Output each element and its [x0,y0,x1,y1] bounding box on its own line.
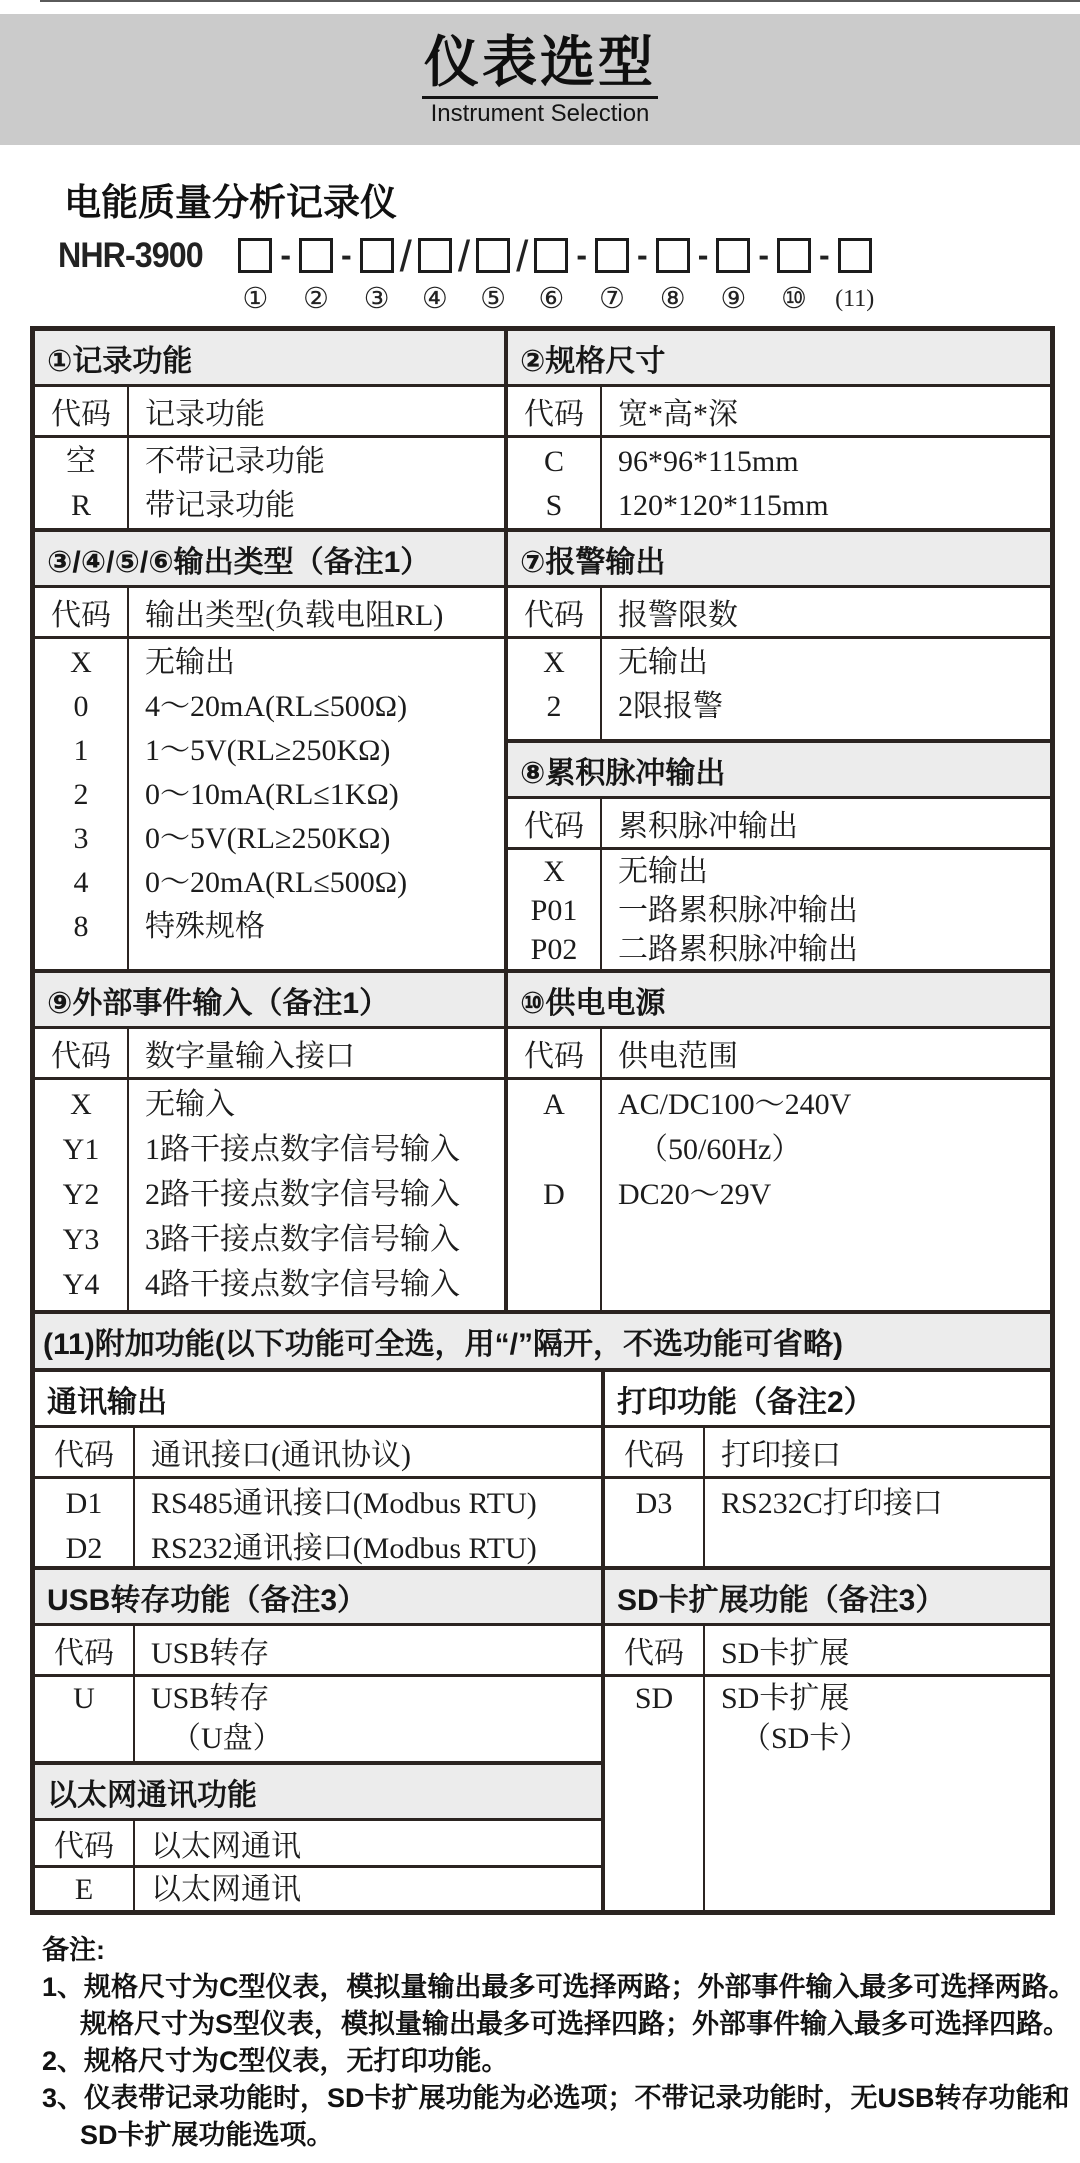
model-box [360,238,394,273]
col-header-desc: 以太网通讯 [151,1830,301,1863]
desc-cell: 4～20mA(RL≤500Ω) [145,690,408,723]
column-headers [35,1821,601,1868]
code-cell: X [543,855,565,888]
section-title: 以太网通讯功能 [35,1765,601,1821]
code-cell: Y1 [62,1133,100,1166]
rows [508,438,1050,528]
desc-cell: RS232通讯接口(Modbus RTU) [151,1532,537,1565]
note-1: 1、规格尺寸为C型仪表，模拟量输出最多可选择两路；外部事件输入最多可选择两路。 [42,1972,1076,2002]
section-record-function [35,331,508,528]
desc-cell: 无输出 [145,646,235,679]
code-cell: X [543,646,565,679]
column-headers [508,588,1050,639]
column-headers [508,799,1050,850]
section-title: 打印功能（备注2） [605,1372,1050,1428]
descs-column [705,1677,1050,1910]
product-name: 电能质量分析记录仪 [64,182,397,223]
codes-column [35,1677,135,1761]
col-header-code: 代码 [35,1428,135,1476]
rows [35,1677,601,1761]
col-header-desc: 报警限数 [618,599,738,632]
section-title: ⑩供电电源 [508,973,1050,1029]
desc-cell: SD卡扩展 [721,1682,850,1715]
col-header-desc: 数字量输入接口 [145,1040,355,1073]
model-number: NHR-3900 [58,236,203,275]
band-comm-print [35,1372,1050,1570]
col-header-code: 代码 [508,387,602,435]
desc-cell: USB转存 [151,1682,270,1715]
section-external-event [35,973,508,1310]
column-headers [508,1029,1050,1080]
model-separator: - [637,237,648,273]
desc-cell: 无输出 [618,855,708,888]
model-separator: - [758,237,769,273]
desc-cell: 无输入 [145,1088,235,1121]
column-headers [605,1626,1050,1677]
banner-title: 仪表选型 [422,30,658,99]
col-header-desc: SD卡扩展 [721,1637,850,1670]
col-header-desc: 通讯接口(通讯协议) [151,1439,411,1472]
descs-column [705,1479,1050,1566]
code-cell: D [543,1178,565,1211]
section-title: SD卡扩展功能（备注3） [605,1570,1050,1626]
desc-cell: 120*120*115mm [618,489,829,522]
section-print [605,1372,1050,1566]
codes-column [605,1479,705,1566]
code-cell: P01 [530,894,578,927]
model-slot-label: ⑥ [538,283,565,315]
descs-column [129,438,504,528]
code-cell: Y4 [62,1268,100,1301]
desc-cell: （U盘） [171,1722,283,1755]
code-cell: 3 [73,822,89,855]
section-title: ⑨外部事件输入（备注1） [35,973,504,1029]
notes-block [42,1932,1076,2154]
model-separator: - [819,237,830,273]
col-header-code: 代码 [35,1626,135,1674]
descs-column [135,1677,601,1761]
model-slot-label: (11) [835,286,875,312]
code-cell: 空 [66,445,96,478]
codes-column [508,639,602,739]
note-3-continued: SD卡扩展功能选项。 [80,2120,334,2150]
rows [35,1080,504,1310]
code-cell: D3 [635,1487,673,1520]
desc-cell: 不带记录功能 [145,445,325,478]
codes-column [508,850,602,969]
column-headers [35,387,504,438]
model-slot-9 [713,238,753,314]
code-cell: U [73,1682,95,1715]
section-output-type [35,532,508,969]
rows [35,1868,601,1910]
model-separator: / [457,232,471,281]
model-slot-label: ③ [363,283,390,315]
desc-cell: 0～20mA(RL≤500Ω) [145,866,408,899]
section-usb-ethernet [35,1570,605,1910]
section-title: ⑧累积脉冲输出 [508,743,1050,799]
model-separator: - [280,237,292,273]
model-slot-3 [357,238,397,314]
model-box [418,238,452,273]
code-cell: 2 [73,778,89,811]
page-banner [0,14,1080,145]
rows [605,1479,1050,1566]
code-cell: P02 [530,933,578,966]
desc-cell: 1路干接点数字信号输入 [145,1133,460,1166]
col-header-desc: 打印接口 [721,1439,841,1472]
col-header-code: 代码 [35,1029,129,1077]
descs-column [129,1080,504,1310]
section-title: ③/④/⑤/⑥输出类型（备注1） [35,532,504,588]
rows [35,639,504,969]
band-event-power [35,973,1050,1314]
code-cell: E [74,1873,94,1906]
desc-cell: 96*96*115mm [618,445,799,478]
code-cell: S [545,489,563,522]
band-additional-functions [35,1314,1050,1372]
section-alarm-output [508,532,1050,743]
descs-column [602,1080,1050,1310]
model-box [238,238,272,273]
model-slot-10 [774,238,814,314]
code-cell: 2 [546,690,562,723]
model-slot-8 [653,238,693,314]
model-box [838,238,872,273]
col-header-desc: 宽*高*深 [618,398,738,431]
section-usb [35,1570,601,1765]
code-cell: SD [634,1682,674,1715]
codes-column [35,639,129,969]
selection-table [30,326,1055,1915]
desc-cell: 2限报警 [618,690,723,723]
model-separator: - [697,237,709,273]
model-slot-4 [415,238,455,314]
desc-cell: RS232C打印接口 [721,1487,943,1520]
codes-column [35,1080,129,1310]
rows [605,1677,1050,1910]
model-code-row [58,232,875,315]
code-cell: 4 [73,866,89,899]
desc-cell: 一路累积脉冲输出 [618,894,858,927]
model-slot-label: ⑦ [599,283,626,315]
model-box [534,238,568,273]
column-headers [35,588,504,639]
band-usb-sd [35,1570,1050,1910]
code-cell: Y3 [62,1223,100,1256]
model-slot-label: ⑩ [781,283,807,315]
col-header-code: 代码 [508,1029,602,1077]
code-cell: A [543,1088,565,1121]
codes-column [508,438,602,528]
desc-cell: 4路干接点数字信号输入 [145,1268,460,1301]
desc-cell: 以太网通讯 [151,1873,301,1906]
code-cell: D2 [65,1532,103,1565]
model-slot-7 [592,238,632,314]
model-box [656,238,690,273]
descs-column [129,639,504,969]
section-pulse-output [508,743,1050,969]
codes-column [508,1080,602,1310]
model-separator: - [341,237,352,273]
desc-cell: 1～5V(RL≥250KΩ) [145,734,391,767]
desc-cell: 3路干接点数字信号输入 [145,1223,460,1256]
section-power-supply [508,973,1050,1310]
desc-cell: 带记录功能 [145,489,295,522]
desc-cell: 二路累积脉冲输出 [618,933,858,966]
section-ethernet [35,1765,601,1910]
model-slot-5 [473,238,513,314]
model-box [716,238,750,273]
col-header-desc: USB转存 [151,1637,270,1670]
col-header-desc: 记录功能 [145,398,265,431]
note-3: 3、仪表带记录功能时，SD卡扩展功能为必选项；不带记录功能时，无USB转存功能和 [42,2083,1070,2113]
col-header-code: 代码 [605,1626,705,1674]
desc-cell: （SD卡） [741,1722,870,1755]
desc-cell: RS485通讯接口(Modbus RTU) [151,1487,537,1520]
col-header-code: 代码 [35,1821,135,1865]
desc-cell: AC/DC100～240V [618,1088,852,1121]
rows [508,850,1050,969]
code-cell: 0 [73,690,89,723]
column-headers [508,387,1050,438]
code-cell: R [70,489,91,522]
model-box [476,238,510,273]
codes-column [605,1677,705,1910]
desc-cell: （50/60Hz） [638,1133,802,1166]
section-size [508,331,1050,528]
model-slot-label: ⑧ [659,283,686,315]
model-slot-label: ② [303,283,330,315]
rows [508,639,1050,739]
model-separator: - [576,237,588,273]
col-header-desc: 供电范围 [618,1040,738,1073]
model-slot-6 [531,238,571,314]
band-output-alarm [35,532,1050,973]
code-cell: Y2 [62,1178,100,1211]
model-slot-label: ④ [421,283,448,315]
note-1-continued: 规格尺寸为S型仪表，模拟量输出最多可选择四路；外部事件输入最多可选择四路。 [80,2009,1071,2039]
column-headers [35,1626,601,1677]
desc-cell: DC20～29V [618,1178,772,1211]
section-alarm-pulse [508,532,1050,969]
model-slot-2 [296,238,336,314]
section-title: USB转存功能（备注3） [35,1570,601,1626]
note-2: 2、规格尺寸为C型仪表，无打印功能。 [42,2046,509,2076]
descs-column [135,1479,601,1566]
code-cell: 8 [73,910,89,943]
model-slot-label: ① [242,283,269,315]
descs-column [135,1868,601,1910]
codes-column [35,1868,135,1910]
codes-column [35,438,129,528]
desc-cell: 0～5V(RL≥250KΩ) [145,822,391,855]
model-box [299,238,333,273]
band-record-size [35,331,1050,532]
banner-subtitle: Instrument Selection [430,99,650,127]
col-header-code: 代码 [35,588,129,636]
desc-cell: 特殊规格 [145,910,265,943]
descs-column [602,639,1050,739]
code-cell: X [70,1088,92,1121]
desc-cell: 2路干接点数字信号输入 [145,1178,460,1211]
desc-cell: 无输出 [618,646,708,679]
additional-functions-header: (11)附加功能(以下功能可全选，用“/”隔开，不选功能可省略) [35,1314,1050,1368]
descs-column [602,438,1050,528]
codes-column [35,1479,135,1566]
model-separator: / [516,232,529,281]
section-title: ⑦报警输出 [508,532,1050,588]
code-cell: X [70,646,92,679]
desc-cell: 0～10mA(RL≤1KΩ) [145,778,399,811]
col-header-desc: 累积脉冲输出 [618,810,798,843]
col-header-code: 代码 [508,799,602,847]
column-headers [605,1428,1050,1479]
col-header-code: 代码 [508,588,602,636]
col-header-code: 代码 [35,387,129,435]
rows [35,1479,601,1566]
col-header-code: 代码 [605,1428,705,1476]
section-title: ①记录功能 [35,331,504,387]
code-cell: C [543,445,564,478]
page-top-rule [40,0,1080,2]
model-slot-1 [235,238,275,314]
code-cell: 1 [73,734,89,767]
descs-column [602,850,1050,969]
section-sd-card [605,1570,1050,1910]
model-box [777,238,811,273]
section-title: 通讯输出 [35,1372,601,1428]
model-slot-11 [835,238,875,314]
model-separator: / [399,232,412,281]
notes-label: 备注: [42,1935,105,1965]
column-headers [35,1029,504,1080]
rows [35,438,504,528]
rows [508,1080,1050,1310]
section-title: ②规格尺寸 [508,331,1050,387]
model-slot-label: ⑤ [480,283,507,315]
model-box [595,238,629,273]
code-cell: D1 [65,1487,103,1520]
column-headers [35,1428,601,1479]
section-communication [35,1372,605,1566]
col-header-desc: 输出类型(负载电阻RL) [145,599,444,632]
model-slot-label: ⑨ [720,283,747,315]
